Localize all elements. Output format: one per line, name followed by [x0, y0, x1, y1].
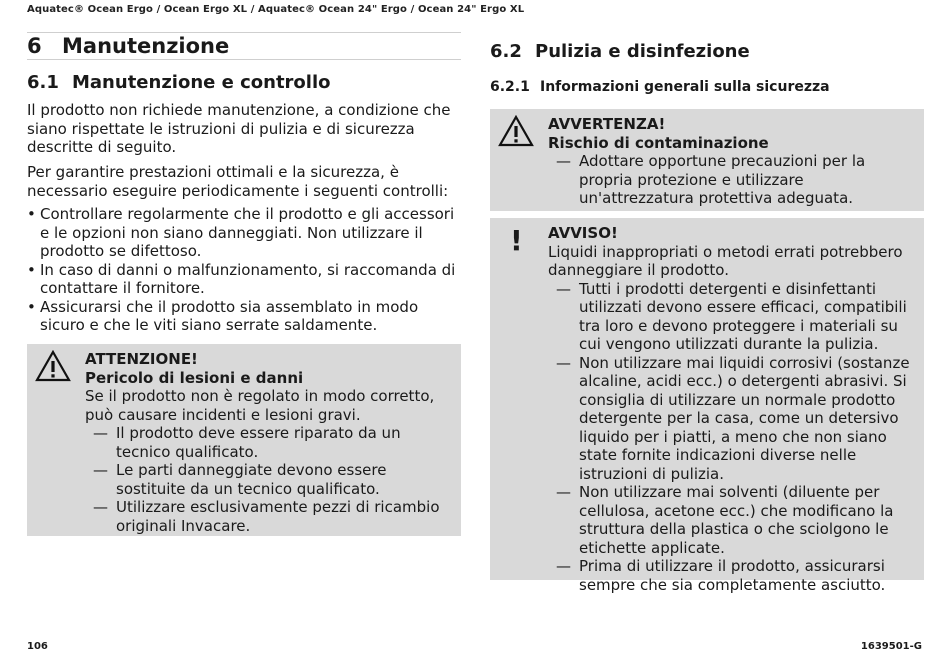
warning-triangle-icon	[498, 115, 534, 151]
warning-box	[490, 109, 924, 211]
section-heading-6-2	[490, 41, 750, 62]
notice-label: AVVISO!	[548, 224, 618, 242]
checks-paragraph: Per garantire prestazioni ottimali e la sicurezza, è necessario eseguire periodicamente i seguenti controlli:	[27, 163, 449, 200]
list-item: — Prima di utilizzare il prodotto, assicurarsi sempre che sia completamente asciutto.	[548, 557, 912, 594]
intro-paragraph: Il prodotto non richiede manutenzione, a condizione che siano rispettate le istruzioni di pulizia e di sicurezza descritte di seguito.	[27, 101, 451, 156]
list-item: • In caso di danni o malfunzionamento, si raccomanda di contattare il fornitore.	[27, 261, 461, 298]
subsection-title: Informazioni generali sulla sicurezza	[540, 79, 830, 95]
list-item: • Controllare regolarmente che il prodotto e gli accessori e le opzioni non siano danneggiati. Non utilizzare il prodotto se difettoso.	[27, 205, 461, 261]
notice-text: Liquidi inappropriati o metodi errati potrebbero danneggiare il prodotto.	[548, 242, 903, 279]
page-number: 106	[27, 641, 48, 652]
section-title: Manutenzione e controllo	[72, 72, 331, 93]
section-title: Pulizia e disinfezione	[535, 41, 750, 62]
list-item: — Non utilizzare mai liquidi corrosivi (sostanze alcaline, acidi ecc.) o detergenti abrasivi. Si consiglia di utilizzare un normale prodotto detergente per la casa, come un detersivo liquido per i piatti, a meno che non siano state fornite indicazioni diverse nelle istruzioni di pulizia.	[548, 354, 912, 484]
caution-subtitle: Pericolo di lesioni e danni	[85, 368, 304, 387]
list-item: — Il prodotto deve essere riparato da un tecnico qualificato.	[85, 424, 449, 461]
warning-list	[548, 152, 912, 208]
caution-label: ATTENZIONE!	[85, 350, 198, 368]
notice-list	[548, 280, 912, 595]
chapter-title: Manutenzione	[62, 34, 230, 58]
subsection-heading	[490, 79, 830, 95]
chapter-heading	[27, 32, 461, 60]
notice-box	[490, 218, 924, 594]
subsection-number: 6.2.1	[490, 79, 530, 95]
list-item: — Non utilizzare mai solventi (diluente per cellulosa, acetone ecc.) che modificano la struttura della plastica o che sciolgono le etichette applicate.	[548, 483, 912, 557]
chapter-number: 6	[27, 34, 42, 58]
exclamation-icon: !	[510, 224, 523, 257]
caution-text: Se il prodotto non è regolato in modo corretto, può causare incidenti e lesioni gravi.	[85, 387, 435, 424]
list-item: — Adottare opportune precauzioni per la propria protezione e utilizzare un'attrezzatura protettiva adeguata.	[548, 152, 912, 208]
list-item: — Tutti i prodotti detergenti e disinfettanti utilizzati devono essere efficaci, compatibili tra loro e devono proteggere i materiali su cui vengono utilizzati durante la pulizia.	[548, 280, 912, 354]
list-item: • Assicurarsi che il prodotto sia assemblato in modo sicuro e che le viti siano serrate saldamente.	[27, 298, 461, 335]
section-number: 6.2	[490, 41, 522, 62]
warning-triangle-icon	[35, 350, 71, 386]
caution-box	[27, 344, 461, 536]
list-item: — Le parti danneggiate devono essere sostituite da un tecnico qualificato.	[85, 461, 449, 498]
section-number: 6.1	[27, 72, 59, 93]
caution-list	[85, 424, 449, 535]
document-code: 1639501-G	[860, 641, 922, 652]
list-item: — Utilizzare esclusivamente pezzi di ricambio originali Invacare.	[85, 498, 449, 535]
warning-label: AVVERTENZA!	[548, 115, 666, 133]
warning-subtitle: Rischio di contaminazione	[548, 133, 769, 152]
running-header: Aquatec® Ocean Ergo / Ocean Ergo XL / Aquatec® Ocean 24" Ergo / Ocean 24" Ergo XL	[27, 4, 525, 15]
section-heading-6-1	[27, 72, 331, 93]
checks-list	[27, 205, 461, 335]
